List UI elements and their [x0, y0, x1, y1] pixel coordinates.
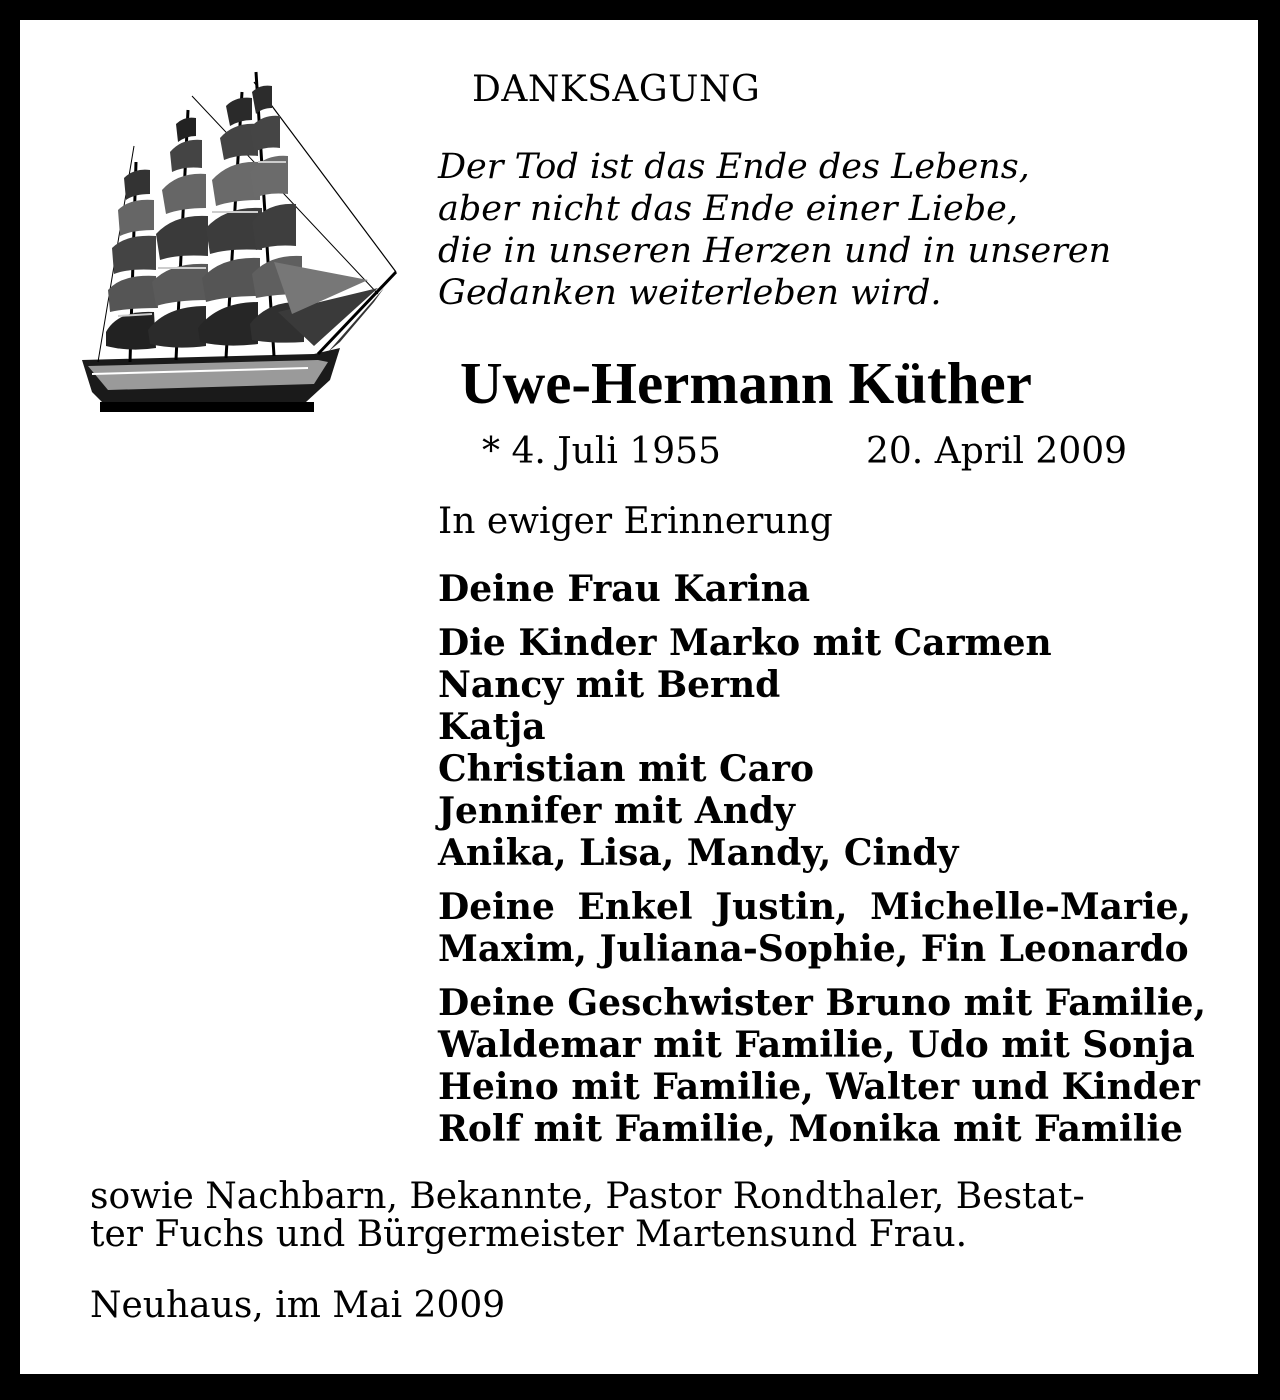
- mourner-line: Maxim, Juliana-Sophie, Fin Leonardo: [438, 928, 1189, 970]
- mourner-line: Rolf mit Familie, Monika mit Familie: [438, 1108, 1183, 1150]
- siblings-block: [438, 982, 1206, 1150]
- grandchildren-block: [438, 886, 1191, 970]
- mourner-line: Katja: [438, 706, 546, 748]
- other-mourners: [90, 1178, 1085, 1254]
- mourner-line: Deine Enkel Justin, Michelle-Marie,: [438, 886, 1192, 928]
- place-date: Neuhaus, im Mai 2009: [90, 1285, 506, 1326]
- mourner-line: Christian mit Caro: [438, 748, 814, 790]
- mourner-line: Jennifer mit Andy: [438, 790, 795, 832]
- mourner-line: Die Kinder Marko mit Carmen: [438, 622, 1052, 664]
- mourner-line: Waldemar mit Familie, Udo mit Sonja: [438, 1024, 1195, 1066]
- mourner-line: Anika, Lisa, Mandy, Cindy: [438, 832, 959, 874]
- quote-line: aber nicht das Ende einer Liebe,: [438, 189, 1019, 229]
- death-date: 20. April 2009: [866, 431, 1128, 472]
- memory-line: In ewiger Erinnerung: [438, 501, 833, 542]
- quote-line: die in unseren Herzen und in unseren: [438, 231, 1112, 271]
- children-block: [438, 622, 1052, 874]
- heading: DANKSAGUNG: [472, 69, 761, 110]
- deceased-name: Uwe-Hermann Küther: [460, 350, 1032, 416]
- wife-line: [438, 568, 810, 610]
- mourner-line: sowie Nachbarn, Bekannte, Pastor Rondthaler, Bestat-: [90, 1176, 1085, 1217]
- obituary-notice: [20, 20, 1258, 1374]
- sailing-ship-icon: [78, 62, 398, 437]
- quote-line: Der Tod ist das Ende des Lebens,: [438, 147, 1030, 187]
- memorial-quote: [438, 146, 1111, 314]
- mourner-line: Deine Geschwister Bruno mit Familie,: [438, 982, 1207, 1024]
- mourner-line: Deine Frau Karina: [438, 568, 811, 610]
- quote-line: Gedanken weiterleben wird.: [438, 273, 942, 313]
- mourner-line: Heino mit Familie, Walter und Kinder: [438, 1066, 1200, 1108]
- mourner-line: Nancy mit Bernd: [438, 664, 781, 706]
- birth-date: * 4. Juli 1955: [482, 431, 721, 472]
- mourner-line: ter Fuchs und Bürgermeister Martensund Frau.: [90, 1214, 968, 1255]
